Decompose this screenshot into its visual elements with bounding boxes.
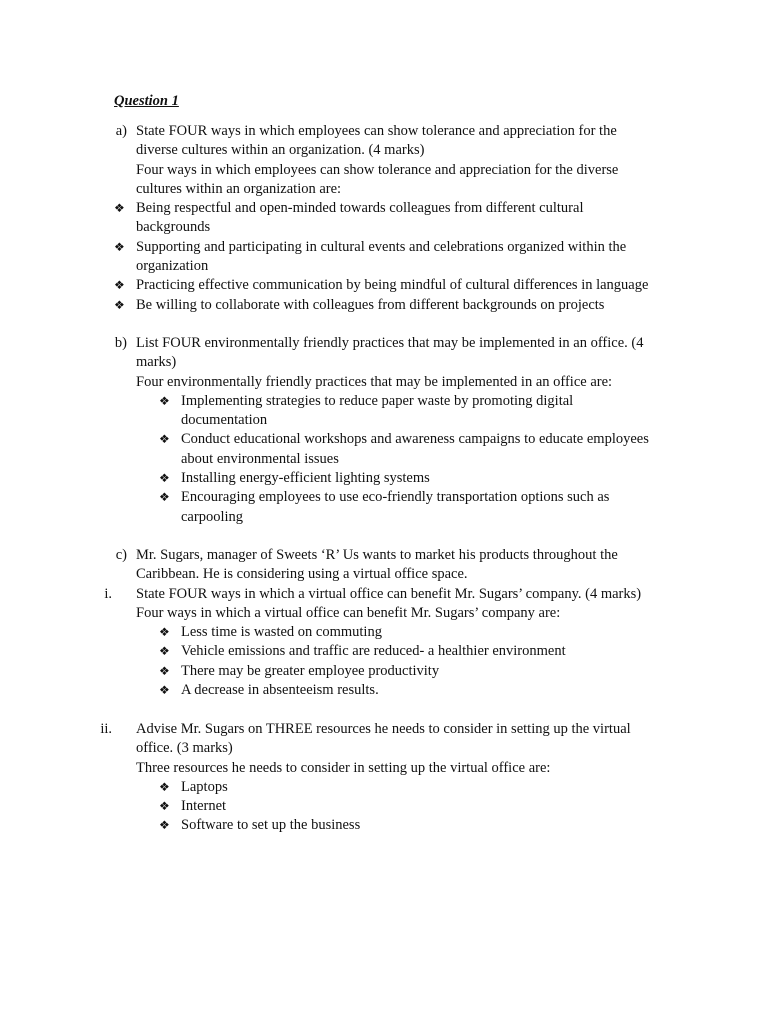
bullet-item-line [0, 662, 768, 681]
bullet-item-text: A decrease in absenteeism results. [181, 682, 379, 699]
bullet-item-text: Installing energy-efficient lighting systems [181, 470, 430, 487]
diamond-bullet-icon: ❖ [159, 779, 170, 794]
part-b-question-line [0, 353, 768, 372]
diamond-bullet-icon: ❖ [114, 201, 125, 216]
diamond-bullet-icon: ❖ [159, 625, 170, 640]
diamond-bullet-icon: ❖ [159, 818, 170, 833]
diamond-bullet-icon: ❖ [159, 683, 170, 698]
bullet-item-line [0, 257, 768, 276]
bullet-item-line [0, 681, 768, 700]
part-b-intro-line [0, 373, 768, 392]
bullet-item-line [0, 218, 768, 237]
diamond-bullet-icon: ❖ [159, 799, 170, 814]
part-c-ii-intro-line [0, 759, 768, 778]
part-c-ii-question-line [0, 720, 768, 739]
part-c-question-text: Caribbean. He is considering using a virtual office space. [136, 566, 468, 583]
bullet-item-line [0, 450, 768, 469]
bullet-item-line [0, 508, 768, 527]
bullet-item-line [0, 797, 768, 816]
part-c-ii-intro-text: Three resources he needs to consider in setting up the virtual office are: [136, 759, 551, 776]
diamond-bullet-icon: ❖ [159, 644, 170, 659]
part-b-question-line [0, 334, 768, 353]
bullet-item-line [0, 296, 768, 315]
part-a-intro-text: cultures within an organization are: [136, 180, 342, 197]
bullet-item-line [0, 199, 768, 218]
bullet-item-line [0, 392, 768, 411]
diamond-bullet-icon: ❖ [114, 239, 125, 254]
part-a [0, 122, 768, 315]
part-b-question-text: marks) [136, 354, 177, 371]
bullet-item-text: Vehicle emissions and traffic are reduced- a healthier environment [181, 643, 566, 660]
part-c-i-question-label: i. [104, 585, 112, 602]
part-b-question-label: b) [114, 335, 127, 351]
bullet-item-text: There may be greater employee productivity [181, 662, 440, 679]
part-c [0, 546, 768, 700]
part-a-question-text: diverse cultures within an organization. (4 marks) [136, 142, 425, 159]
diamond-bullet-icon: ❖ [159, 393, 170, 408]
bullet-item-text: Encouraging employees to use eco-friendly transportation options such as [181, 489, 610, 506]
bullet-item-line [0, 276, 768, 295]
bullet-item-text: Practicing effective communication by being mindful of cultural differences in language [136, 277, 649, 294]
part-c-ii-question-label: ii. [100, 721, 112, 737]
bullet-item-text: Conduct educational workshops and awareness campaigns to educate employees [181, 431, 649, 448]
part-c-question-line [0, 546, 768, 565]
diamond-bullet-icon: ❖ [159, 663, 170, 678]
part-b [0, 334, 768, 527]
part-a-intro-text: Four ways in which employees can show tolerance and appreciation for the diverse [136, 161, 619, 178]
bullet-item-line [0, 469, 768, 488]
bullet-item-line [0, 411, 768, 430]
bullet-item-line [0, 778, 768, 797]
bullet-item-text: Internet [181, 798, 227, 815]
bullet-item-text: Supporting and participating in cultural events and celebrations organized within the [136, 238, 627, 255]
bullet-item-text: about environmental issues [181, 450, 339, 467]
bullet-item-text: organization [136, 258, 209, 275]
bullet-item-line [0, 238, 768, 257]
question-heading: Question 1 [114, 93, 179, 109]
bullet-item-line [0, 430, 768, 449]
part-c-ii [0, 720, 768, 836]
part-c-question-line [0, 565, 768, 584]
part-a-intro-line [0, 161, 768, 180]
part-a-question-line [0, 141, 768, 160]
part-c-question-label: c) [115, 547, 127, 563]
part-c-ii-question-line [0, 739, 768, 758]
bullet-item-text: documentation [181, 412, 268, 429]
bullet-item-text: backgrounds [136, 219, 211, 236]
bullet-item-line [0, 488, 768, 507]
part-a-question-text: State FOUR ways in which employees can show tolerance and appreciation for the [136, 123, 617, 139]
part-a-question-label: a) [115, 123, 127, 139]
bullet-item-text: Less time is wasted on commuting [181, 624, 382, 641]
part-b-intro-text: Four environmentally friendly practices that may be implemented in an office are: [136, 373, 613, 390]
part-c-ii-question-text: office. (3 marks) [136, 740, 233, 757]
bullet-item-line [0, 623, 768, 642]
bullet-item-text: Software to set up the business [181, 817, 361, 834]
part-c-i-question-text: State FOUR ways in which a virtual office can benefit Mr. Sugars’ company. (4 marks) [136, 585, 642, 602]
part-a-question-line [0, 122, 768, 141]
diamond-bullet-icon: ❖ [114, 297, 125, 312]
diamond-bullet-icon: ❖ [159, 490, 170, 505]
bullet-item-text: Laptops [181, 778, 228, 795]
part-b-question-text: List FOUR environmentally friendly practices that may be implemented in an office. (4 [136, 335, 644, 351]
part-a-intro-line [0, 180, 768, 199]
bullet-item-text: Be willing to collaborate with colleagues from different backgrounds on projects [136, 296, 605, 313]
diamond-bullet-icon: ❖ [114, 278, 125, 293]
part-c-i-question-line [0, 585, 768, 604]
diamond-bullet-icon: ❖ [159, 432, 170, 447]
bullet-item-text: Implementing strategies to reduce paper waste by promoting digital [181, 392, 574, 409]
bullet-item-line [0, 642, 768, 661]
part-c-i-intro-text: Four ways in which a virtual office can benefit Mr. Sugars’ company are: [136, 604, 561, 621]
part-c-question-text: Mr. Sugars, manager of Sweets ‘R’ Us wants to market his products throughout the [136, 547, 618, 563]
bullet-item-text: Being respectful and open-minded towards colleagues from different cultural [136, 200, 584, 217]
diamond-bullet-icon: ❖ [159, 471, 170, 486]
part-c-i-intro-line [0, 604, 768, 623]
bullet-item-line [0, 816, 768, 835]
part-c-ii-question-text: Advise Mr. Sugars on THREE resources he needs to consider in setting up the virtual [136, 721, 631, 737]
bullet-item-text: carpooling [181, 508, 244, 525]
